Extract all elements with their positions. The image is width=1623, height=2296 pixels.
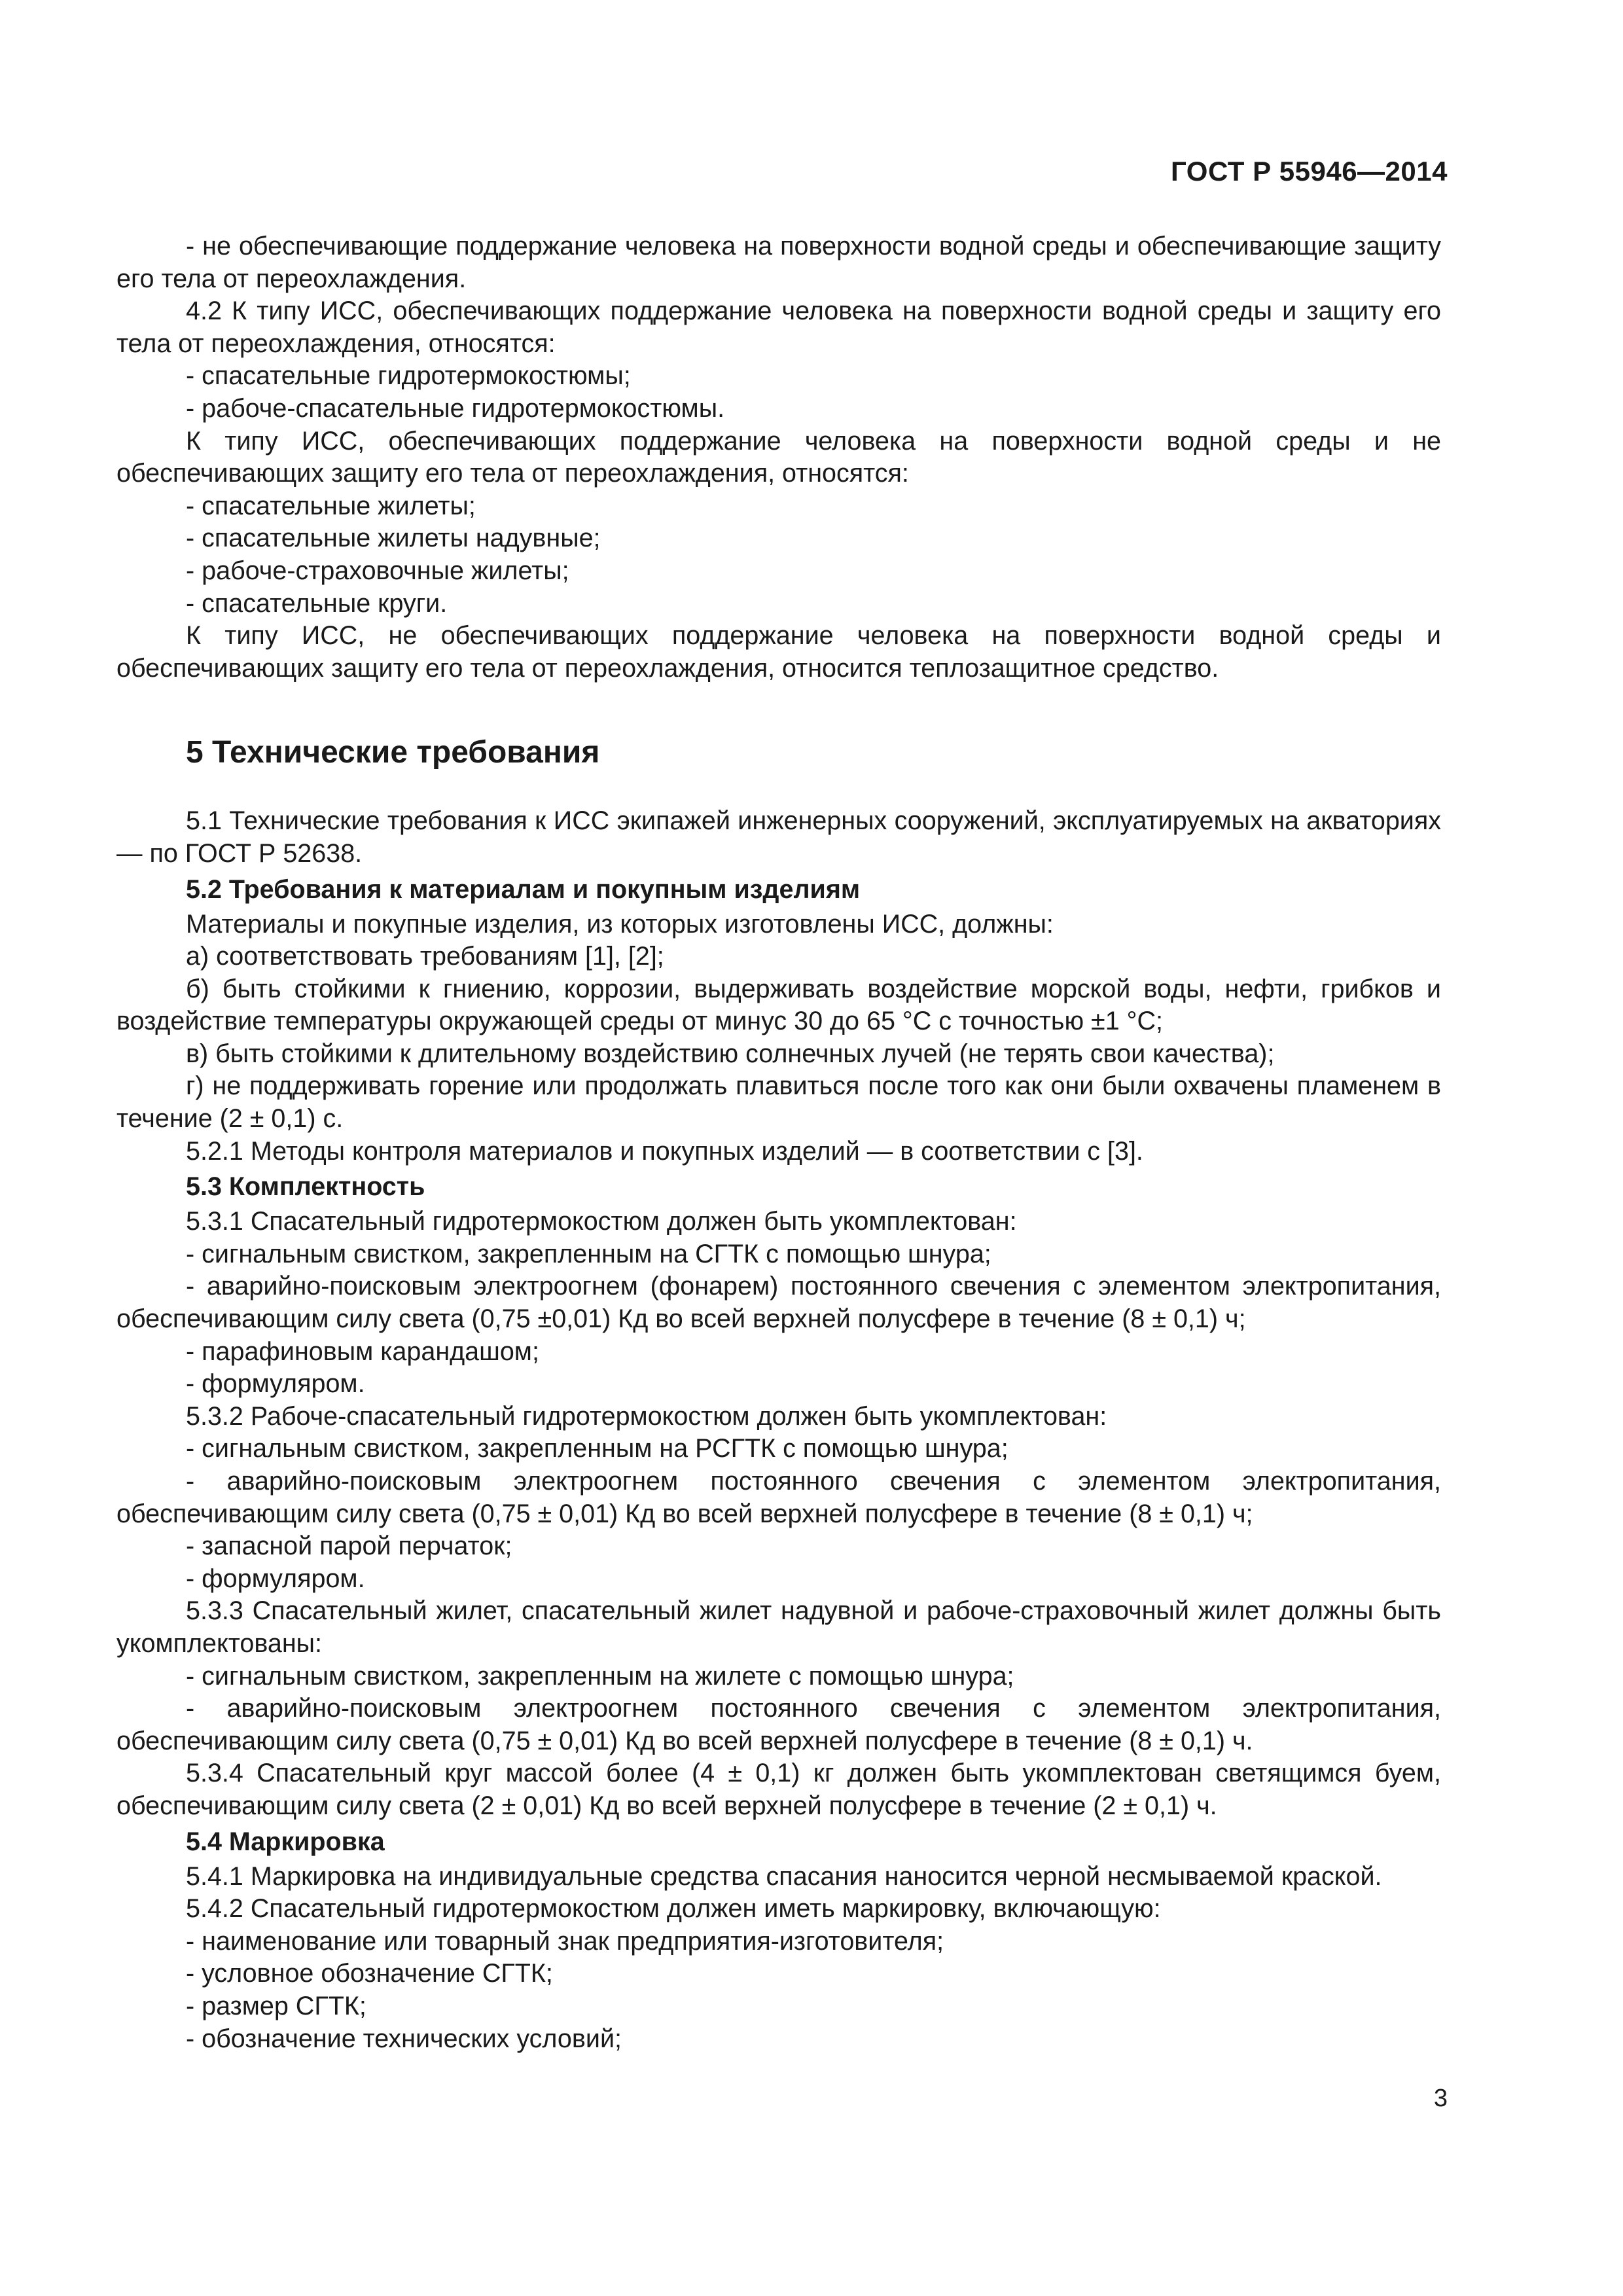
- subsection-heading: 5.4 Маркировка: [186, 1827, 385, 1856]
- paragraph: - рабоче-страховочные жилеты;: [186, 556, 569, 585]
- paragraph: в) быть стойкими к длительному воздействию солнечных лучей (не терять свои качества);: [186, 1039, 1275, 1068]
- paragraph: 5.3.3 Спасательный жилет, спасательный жилет надувной и рабоче-страховочный жилет должны быть укомплектованы:: [116, 1596, 1441, 1658]
- paragraph: К типу ИСС, не обеспечивающих поддержание человека на поверхности водной среды и обеспечивающих защиту его тела от переохлаждения, относится теплозащитное средство.: [116, 621, 1441, 683]
- paragraph: - спасательные круги.: [186, 588, 448, 618]
- paragraph: 5.3.2 Рабоче-спасательный гидротермокостюм должен быть укомплектован:: [186, 1401, 1107, 1431]
- paragraph: - наименование или товарный знак предприятия-изготовителя;: [186, 1926, 944, 1956]
- paragraph: 5.2.1 Методы контроля материалов и покупных изделий — в соответствии с [3].: [186, 1136, 1143, 1166]
- paragraph: - спасательные жилеты надувные;: [186, 524, 601, 553]
- paragraph: б) быть стойкими к гниению, коррозии, выдерживать воздействие морской воды, нефти, грибков и воздействие температуры окружающей среды от минус 30 до 65 °С с точностью ±1 °С;: [116, 974, 1441, 1036]
- paragraph: - спасательные жилеты;: [186, 491, 476, 520]
- paragraph: 5.3.1 Спасательный гидротермокостюм должен быть укомплектован:: [186, 1207, 1017, 1236]
- paragraph: - сигнальным свистком, закрепленным на РСГТК с помощью шнура;: [186, 1434, 1008, 1463]
- paragraph: 5.3.4 Спасательный круг массой более (4 ± 0,1) кг должен быть укомплектован светящимся буем, обеспечивающим силу света (2 ± 0,01) Кд во всей верхней полусфере в течение (2 ± 0,1) ч.: [116, 1759, 1441, 1820]
- paragraph: а) соответствовать требованиям [1], [2];: [186, 942, 664, 971]
- paragraph: - не обеспечивающие поддержание человека на поверхности водной среды и обеспечивающие защиту его тела от переохлаждения.: [116, 232, 1441, 293]
- subsection-heading: 5.3 Комплектность: [186, 1172, 425, 1202]
- paragraph: - спасательные гидротермокостюмы;: [186, 361, 631, 391]
- paragraph: - аварийно-поисковым электроогнем постоянного свечения с элементом электропитания, обеспечивающим силу света (0,75 ± 0,01) Кд во всей верхней полусфере в течение (8 ± 0,1) ч.: [116, 1694, 1441, 1755]
- paragraph: 5.4.1 Маркировка на индивидуальные средства спасания наносится черной несмываемой краской.: [186, 1861, 1382, 1891]
- document-code-header: ГОСТ Р 55946—2014: [1171, 156, 1448, 187]
- paragraph: - рабоче-спасательные гидротермокостюмы.: [186, 393, 725, 423]
- paragraph: К типу ИСС, обеспечивающих поддержание человека на поверхности водной среды и не обеспечивающих защиту его тела от переохлаждения, относятся:: [116, 426, 1441, 488]
- paragraph: - формуляром.: [186, 1369, 365, 1399]
- paragraph: - аварийно-поисковым электроогнем (фонарем) постоянного свечения с элементом электропитания, обеспечивающим силу света (0,75 ±0,01) Кд во всей верхней полусфере в течение (8 ± 0,1) ч;: [116, 1272, 1441, 1334]
- subsection-heading: 5.2 Требования к материалам и покупным изделиям: [186, 874, 861, 904]
- paragraph: - формуляром.: [186, 1564, 365, 1593]
- document-body: [116, 230, 1441, 2055]
- paragraph: 4.2 К типу ИСС, обеспечивающих поддержание человека на поверхности водной среды и защиту его тела от переохлаждения, относятся:: [116, 296, 1441, 358]
- paragraph: 5.1 Технические требования к ИСС экипажей инженерных сооружений, эксплуатируемых на акваториях — по ГОСТ Р 52638.: [116, 806, 1441, 868]
- paragraph: г) не поддерживать горение или продолжать плавиться после того как они были охвачены пламенем в течение (2 ± 0,1) с.: [116, 1071, 1441, 1134]
- paragraph: - запасной парой перчаток;: [186, 1532, 512, 1561]
- section-heading: 5 Технические требования: [186, 735, 600, 770]
- paragraph: - парафиновым карандашом;: [186, 1336, 539, 1366]
- paragraph: - сигнальным свистком, закрепленным на СГТК с помощью шнура;: [186, 1239, 991, 1268]
- paragraph: - обозначение технических условий;: [186, 2024, 622, 2053]
- paragraph: 5.4.2 Спасательный гидротермокостюм должен иметь маркировку, включающую:: [186, 1894, 1161, 1924]
- paragraph: - условное обозначение СГТК;: [186, 1959, 553, 1988]
- paragraph: Материалы и покупные изделия, из которых изготовлены ИСС, должны:: [186, 909, 1054, 939]
- paragraph: - размер СГТК;: [186, 1991, 366, 2020]
- page-number: 3: [1433, 2085, 1448, 2112]
- paragraph: - аварийно-поисковым электроогнем постоянного свечения с элементом электропитания, обеспечивающим силу света (0,75 ± 0,01) Кд во всей верхней полусфере в течение (8 ± 0,1) ч;: [116, 1467, 1441, 1528]
- paragraph: - сигнальным свистком, закрепленным на жилете с помощью шнура;: [186, 1661, 1014, 1691]
